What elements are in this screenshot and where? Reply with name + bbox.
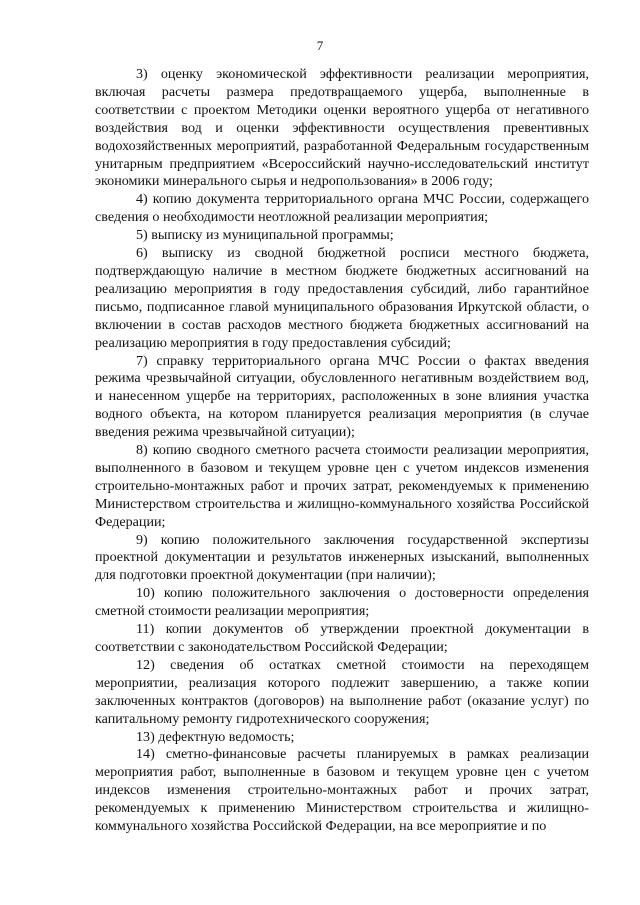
paragraph-item-9: 9) копию положительного заключения государственной экспертизы проектной документации и результатов инженерных изысканий, выполненных для подготовки проектной документации (при наличии); [95,531,589,584]
page-number: 7 [316,38,324,53]
paragraph-item-7: 7) справку территориального органа МЧС России о фактах введения режима чрезвычайной ситуации, обусловленного негативным воздействием вод, и нанесенном ущербе на территориях, расположенных в зоне влияния участка водного объекта, на котором планируется реализация мероприятия (в случае введения режима чрезвычайной ситуации); [95,352,589,441]
document-body [95,66,589,836]
paragraph-item-13: 13) дефектную ведомость; [136,728,295,745]
paragraph-item-4: 4) копию документа территориального органа МЧС России, содержащего сведения о необходимости неотложной реализации мероприятия; [95,191,589,226]
paragraph-item-10: 10) копию положительного заключения о достоверности определения сметной стоимости реализации мероприятия; [95,585,589,620]
paragraph-item-8: 8) копию сводного сметного расчета стоимости реализации мероприятия, выполненного в базовом и текущем уровне цен с учетом индексов изменения строительно-монтажных работ и прочих затрат, рекомендуемых к применению Министерством строительства и жилищно-коммунального хозяйства Российской Федерации; [95,442,589,530]
paragraph-item-6: 6) выписку из сводной бюджетной росписи местного бюджета, подтверждающую наличие в местном бюджете бюджетных ассигнований на реализацию мероприятия в году предоставления субсидий, либо гарантийное письмо, подписанное главой муниципального образования Иркутской области, о включении в состав расходов местного бюджета бюджетных ассигнований на реализацию мероприятия в году предоставления субсидий; [95,245,589,351]
paragraph-item-5: 5) выписку из муниципальной программы; [136,227,394,244]
paragraph-item-11: 11) копии документов об утверждении проектной документации в соответствии с законодательством Российской Федерации; [95,621,589,655]
paragraph-item-3: 3) оценку экономической эффективности реализации мероприятия, включая расчеты размера предотвращаемого ущерба, выполненные в соответствии с проектом Методики оценки вероятного ущерба от негативного воздействия вод и оценки эффективности осуществления превентивных водохозяйственных мероприятий, разработанной Федеральным государственным унитарным предприятием «Всероссийский научно-исследовательский институт экономики минерального сырья и недропользования» в 2006 году; [95,66,589,190]
paragraph-item-14: 14) сметно-финансовые расчеты планируемых в рамках реализации мероприятия работ, выполненные в базовом и текущем уровне цен с учетом индексов изменения строительно-монтажных работ и прочих затрат, рекомендуемых к применению Министерством строительства и жилищно-коммунального хозяйства Российской Федерации, на все мероприятие и по [95,746,589,835]
paragraph-item-12: 12) сведения об остатках сметной стоимости на переходящем мероприятии, реализация которого подлежит завершению, а также копии заключенных контрактов (договоров) на выполнение работ (оказание услуг) по капитальному ремонту гидротехнического сооружения; [95,656,589,727]
